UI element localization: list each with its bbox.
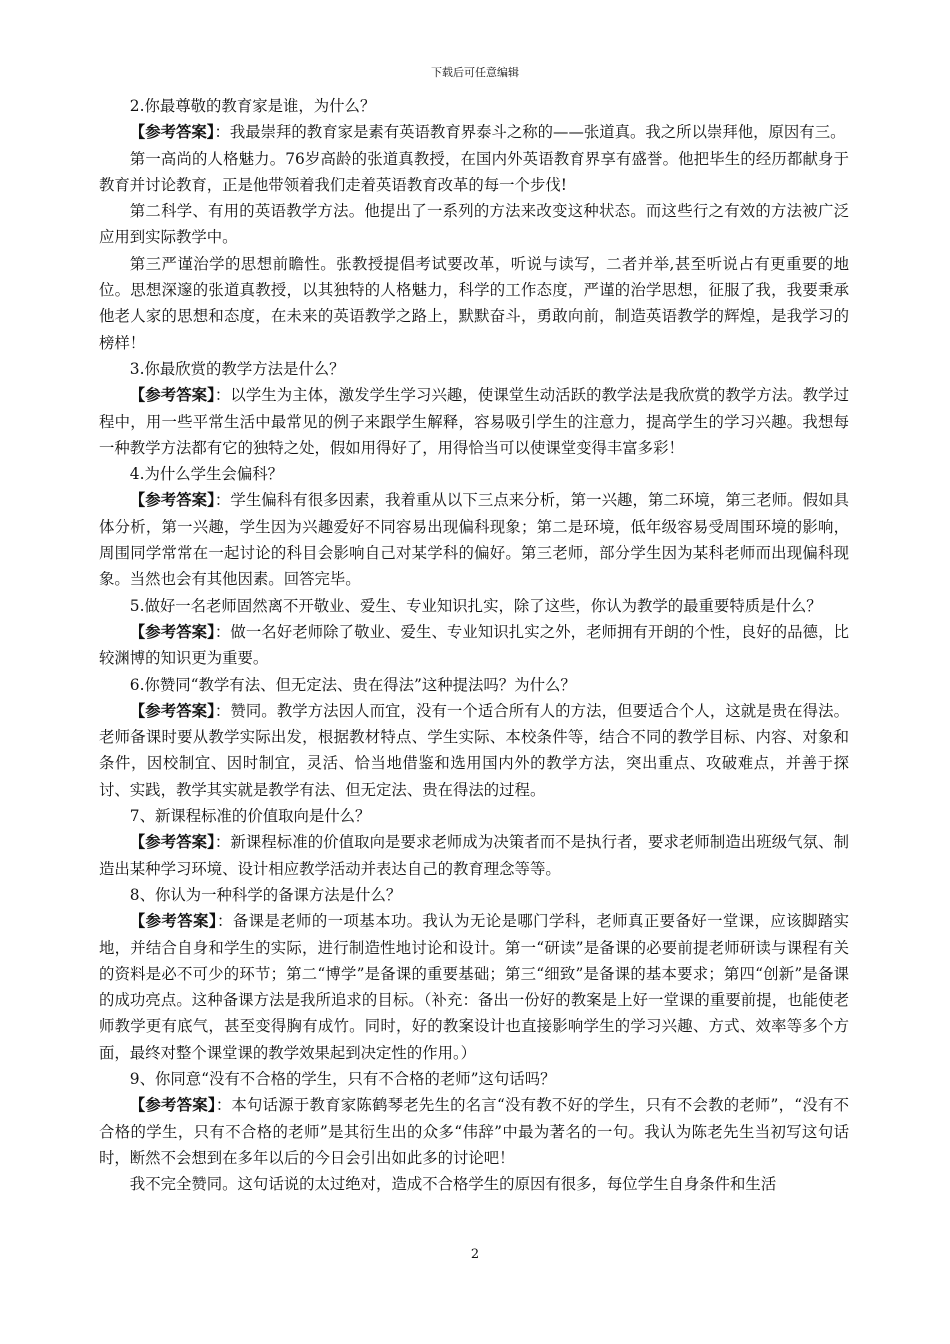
paragraph-text: 6.你赞同“教学有法、但无定法、贵在得法”这种提法吗？为什么？ (129, 675, 576, 694)
page-number: 2 (470, 1247, 480, 1262)
answer-paragraph (99, 382, 849, 461)
question-paragraph (99, 672, 849, 698)
question-paragraph (99, 1066, 849, 1092)
paragraph-text: 第一高尚的人格魅力。76岁高龄的张道真教授，在国内外英语教育界享有盛誉。他把毕生的经历都献身于教育并讨论教育，正是他带领着我们走着英语教育改革的每一个步伐! (99, 149, 849, 194)
question-paragraph (99, 93, 849, 119)
body-paragraph (99, 251, 849, 356)
answer-paragraph (99, 698, 849, 803)
answer-label: 【参考答案】 (129, 833, 215, 852)
paragraph-text: ：以学生为主体，激发学生学习兴趣，使课堂生动活跃的教学法是我欣赏的教学方法。教学过程中，用一些平常生活中最常见的例子来跟学生解释，容易吸引学生的注意力，提高学生的学习兴趣。我想每一种教学方法都有它的独特之处，假如用得好了，用得恰当可以使课堂变得丰富多彩！ (99, 386, 849, 457)
paragraph-text: 第三严谨治学的思想前瞻性。张教授提倡考试要改革，听说与读写，二者并举,甚至听说占有更重要的地位。思想深邃的张道真教授，以其独特的人格魅力，科学的工作态度，严谨的治学思想，征服了我，我要秉承他老人家的思想和态度，在未来的英语教学之路上，默默奋斗，勇敢向前，制造英语教学的辉煌，是我学习的榜样！ (99, 254, 849, 352)
answer-label: 【参考答案】 (129, 701, 215, 720)
paragraph-text: ：做一名好老师除了敬业、爱生、专业知识扎实之外，老师拥有开朗的个性，良好的品德，比较渊博的知识更为重要。 (99, 622, 849, 668)
paragraph-text: 5.做好一名老师固然离不开敬业、爱生、专业知识扎实，除了这些，你认为教学的最重要特质是什么？ (129, 596, 822, 615)
paragraph-text: ：本句话源于教育家陈鹤琴老先生的名言“没有教不好的学生，只有不会教的老师”，“没有不合格的学生，只有不合格的老师”是其衍生出的众多“伟辞”中最为著名的一句。我认为陈老先生当初写这句话时，断然不会想到在多年以后的今日会引出如此多的讨论吧！ (99, 1096, 849, 1167)
paragraph-text: 第二科学、有用的英语教学方法。他提出了一系列的方法来改变这种状态。而这些行之有效的方法被广泛应用到实际教学中。 (99, 202, 849, 247)
question-paragraph (99, 882, 849, 908)
paragraph-text: 4.为什么学生会偏科？ (129, 465, 283, 484)
paragraph-text: 7、新课程标准的价值取向是什么？ (129, 807, 371, 826)
answer-paragraph (99, 1092, 849, 1171)
answer-label: 【参考答案】 (129, 386, 215, 405)
answer-label: 【参考答案】 (129, 491, 215, 510)
answer-paragraph (99, 829, 849, 882)
answer-paragraph (99, 119, 849, 145)
paragraph-text: 3.你最欣赏的教学方法是什么？ (129, 359, 345, 378)
paragraph-text: ：新课程标准的价值取向是要求老师成为决策者而不是执行者，要求老师制造出班级气氛、制造出某种学习环境、设计相应教学活动并表达自己的教育理念等等。 (99, 833, 849, 878)
page-header: 下载后可任意编辑 (431, 66, 519, 79)
answer-label: 【参考答案】 (129, 622, 215, 641)
body-paragraph (99, 1171, 849, 1197)
question-paragraph (99, 356, 849, 382)
paragraph-text: 8、你认为一种科学的备课方法是什么？ (129, 885, 402, 904)
answer-label: 【参考答案】 (129, 912, 217, 931)
paragraph-text: 9、你同意“没有不合格的学生，只有不合格的老师”这句话吗？ (129, 1069, 556, 1088)
paragraph-text: ：备课是老师的一项基本功。我认为无论是哪门学科，老师真正要备好一堂课，应该脚踏实地，并结合自身和学生的实际，进行制造性地讨论和设计。第一“研读”是备课的必要前提老师研读与课程有关的资料是必不可少的环节；第二“博学”是备课的重要基础；第三“细致”是备课的基本要求；第四“创新”是备课的成功亮点。这种备课方法是我所追求的目标。（补充：备出一份好的教案是上好一堂课的重要前提，也能使老师教学更有底气，甚至变得胸有成竹。同时，好的教案设计也直接影响学生的学习兴趣、方式、效率等多个方面，最终对整个课堂课的教学效果起到决定性的作用。） (99, 912, 849, 1062)
paragraph-text: ：学生偏科有很多因素，我着重从以下三点来分析，第一兴趣，第二环境，第三老师。假如具体分析，第一兴趣，学生因为兴趣爱好不同容易出现偏科现象；第二是环境，低年级容易受周围环境的影响，周围同学常常在一起讨论的科目会影响自己对某学科的偏好。第三老师，部分学生因为某科老师而出现偏科现象。当然也会有其他因素。回答完毕。 (99, 491, 849, 589)
paragraph-text: 2.你最尊敬的教育家是谁，为什么？ (129, 97, 376, 115)
body-paragraph (99, 198, 849, 251)
question-paragraph (99, 461, 849, 487)
answer-paragraph (99, 619, 849, 672)
question-paragraph (99, 593, 849, 619)
paragraph-text: ：赞同。教学方法因人而宜，没有一个适合所有人的方法，但要适合个人，这就是贵在得法。老师备课时要从教学实际出发，根据教材特点、学生实际、本校条件等，结合不同的教学目标、内容、对象和条件，因校制宜、因时制宜，灵活、恰当地借鉴和选用国内外的教学方法，突出重点、攻破难点，并善于探讨、实践，教学其实就是教学有法、但无定法、贵在得法的过程。 (99, 701, 849, 799)
paragraph-text: ：我最崇拜的教育家是素有英语教育界泰斗之称的——张道真。我之所以崇拜他，原因有三。 (214, 123, 846, 142)
body-paragraph (99, 146, 849, 199)
answer-label: 【参考答案】 (129, 123, 215, 142)
question-paragraph (99, 803, 849, 829)
paragraph-text: 我不完全赞同。这句话说的太过绝对，造成不合格学生的原因有很多，每位学生自身条件和生活 (129, 1175, 777, 1194)
answer-label: 【参考答案】 (129, 1096, 216, 1115)
answer-paragraph (99, 908, 849, 1066)
answer-paragraph (99, 487, 849, 592)
document-body (99, 93, 849, 1197)
